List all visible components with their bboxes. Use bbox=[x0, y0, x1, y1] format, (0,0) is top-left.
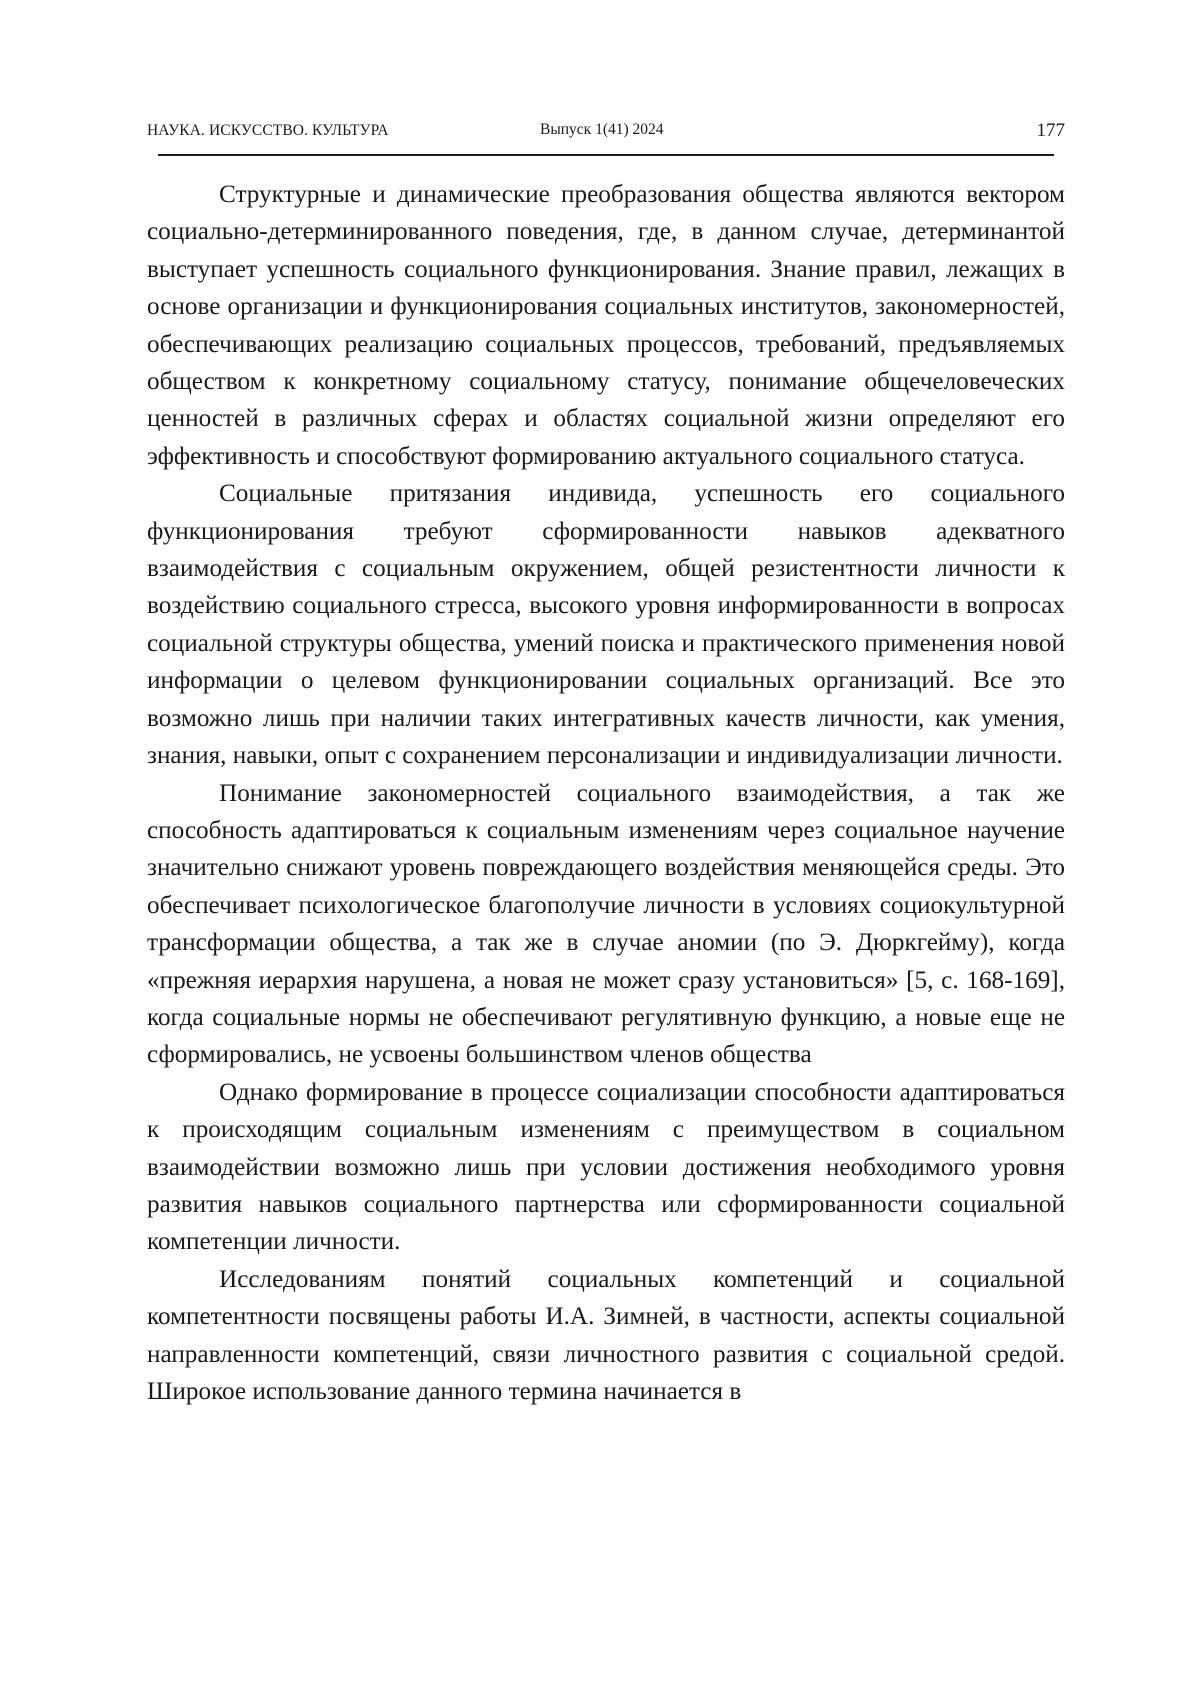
page-number: 177 bbox=[1037, 120, 1066, 142]
body-text bbox=[147, 176, 1065, 1410]
paragraph-2: Социальные притязания индивида, успешность его социального функционирования требуют сформированности навыков адекватного взаимодействия с социальным окружением, общей резистентности личности к воздействию социального стресса, высокого уровня информированности в вопросах социальной структуры общества, умений поиска и практического применения новой информации о целевом функционировании социальных организаций. Все это возможно лишь при наличии таких интегративных качеств личности, как умения, знания, навыки, опыт с сохранением персонализации и индивидуализации личности. bbox=[147, 475, 1065, 774]
paragraph-5: Исследованиям понятий социальных компетенций и социальной компетентности посвящены работы И.А. Зимней, в частности, аспекты социальной направленности компетенций, связи личностного развития с социальной средой. Широкое использование данного термина начинается в bbox=[147, 1261, 1065, 1411]
header-rule bbox=[158, 154, 1054, 156]
running-head bbox=[147, 118, 1065, 154]
paragraph-1: Структурные и динамические преобразования общества являются вектором социально-детерминированного поведения, где, в данном случае, детерминантой выступает успешность социального функционирования. Знание правил, лежащих в основе организации и функционирования социальных институтов, закономерностей, обеспечивающих реализацию социальных процессов, требований, предъявляемых обществом к конкретному социальному статусу, понимание общечеловеческих ценностей в различных сферах и областях социальной жизни определяют его эффективность и способствуют формированию актуального социального статуса. bbox=[147, 176, 1065, 475]
journal-title: НАУКА. ИСКУССТВО. КУЛЬТУРА bbox=[147, 122, 389, 140]
issue-number: Выпуск 1(41) 2024 bbox=[540, 121, 664, 139]
paragraph-3: Понимание закономерностей социального взаимодействия, а так же способность адаптироваться к социальным изменениям через социальное научение значительно снижают уровень повреждающего воздействия меняющейся среды. Это обеспечивает психологическое благополучие личности в условиях социокультурной трансформации общества, а так же в случае аномии (по Э. Дюркгейму), когда «прежняя иерархия нарушена, а новая не может сразу установиться» [5, с. 168-169], когда социальные нормы не обеспечивают регулятивную функцию, а новые еще не сформировались, не усвоены большинством членов общества bbox=[147, 775, 1065, 1074]
paragraph-4: Однако формирование в процессе социализации способности адаптироваться к происходящим социальным изменениям с преимуществом в социальном взаимодействии возможно лишь при условии достижения необходимого уровня развития навыков социального партнерства или сформированности социальной компетенции личности. bbox=[147, 1074, 1065, 1261]
